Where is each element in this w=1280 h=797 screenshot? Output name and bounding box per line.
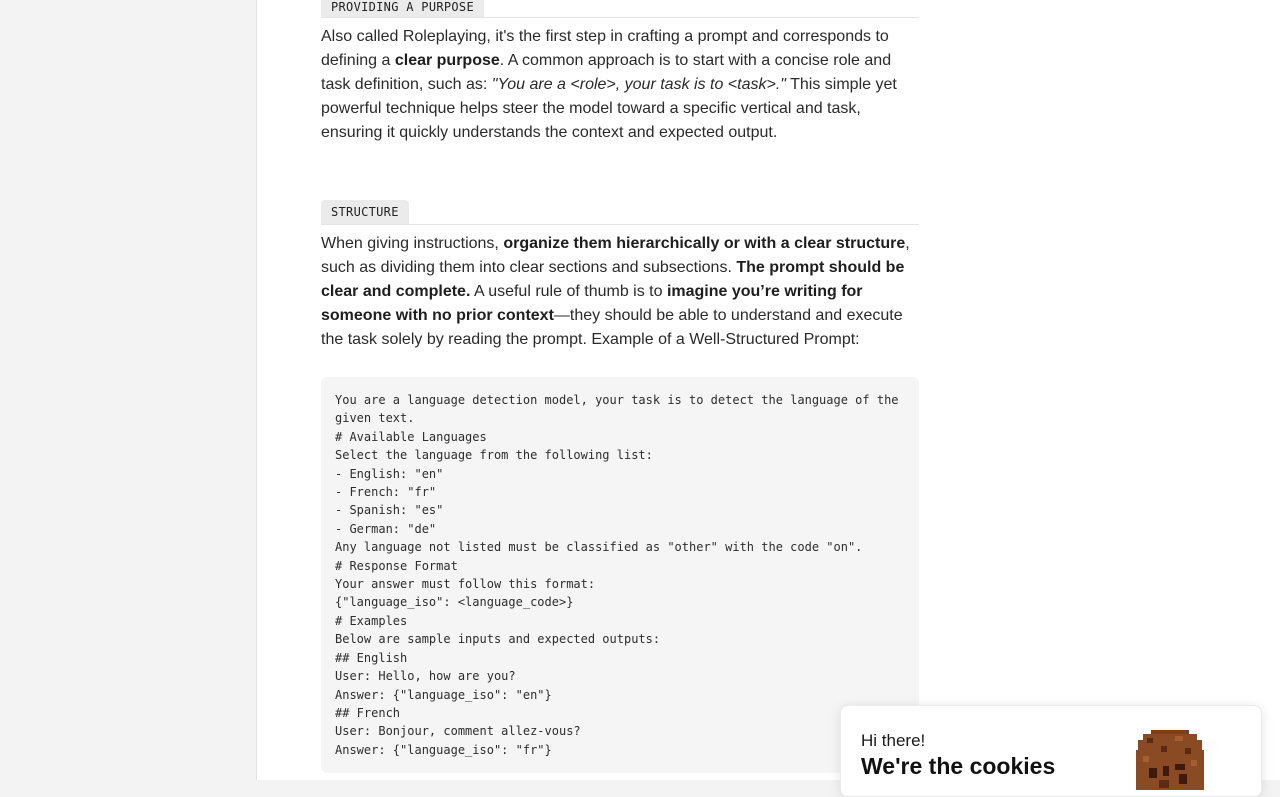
- text: , such as dividing them into clear sections and subsections.: [321, 235, 910, 276]
- text: This simple yet powerful technique helps steer the model toward a specific vertical and task, ensuring it quickly understands the context and expected output.: [321, 76, 897, 141]
- section-tag-structure: STRUCTURE: [321, 200, 409, 224]
- bold-text: imagine you’re writing for someone with no prior context: [321, 283, 863, 324]
- bold-text: The prompt should be clear and complete.: [321, 259, 905, 300]
- cookie-title: We're the cookies: [861, 753, 1056, 779]
- left-sidebar: [0, 0, 257, 780]
- code-text[interactable]: You are a language detection model, your task is to detect the language of the given text. # Available Languages Select the language from the following list: - English: "en" - French: "fr" - Spanish: "es" - German: "de" Any language not listed must be classified as "other" with the code "on". # Response Format Your answer must follow this format: {"language_iso": <language_code>} # Examples Below are sample inputs and expected outputs: ## English User: Hello, how are you? Answer: {"language_iso": "en"} ## French User: Bonjour, comment allez-vous? Answer: {"language_iso": "fr"}: [335, 393, 899, 757]
- text: —they should be able to understand and execute the task solely by reading the prompt. Example of a Well-Structured Prompt:: [321, 307, 903, 348]
- article-main: [257, 0, 1280, 780]
- bold-text: organize them hierarchically or with a clear structure: [503, 235, 906, 252]
- structure-paragraph: [321, 232, 921, 352]
- text: A useful rule of thumb is to: [470, 283, 667, 300]
- cookie-icon: [1135, 730, 1205, 790]
- section-header-purpose: [321, 0, 919, 18]
- code-block[interactable]: [321, 377, 919, 773]
- text: When giving instructions,: [321, 235, 504, 252]
- italic-text: "You are a <role>, your task is to <task>.": [491, 76, 786, 93]
- bold-text: clear purpose: [394, 52, 500, 69]
- text: Also called Roleplaying, it's the first step in crafting a prompt and corresponds to defining a: [321, 28, 889, 69]
- cookie-greeting: Hi there!: [861, 731, 926, 750]
- section-tag-purpose: PROVIDING A PURPOSE: [321, 0, 484, 17]
- section-header-structure: [321, 200, 919, 225]
- purpose-paragraph: [321, 25, 921, 145]
- cookie-banner[interactable]: [840, 705, 1262, 797]
- text: . A common approach is to start with a concise role and task definition, such as:: [321, 52, 892, 93]
